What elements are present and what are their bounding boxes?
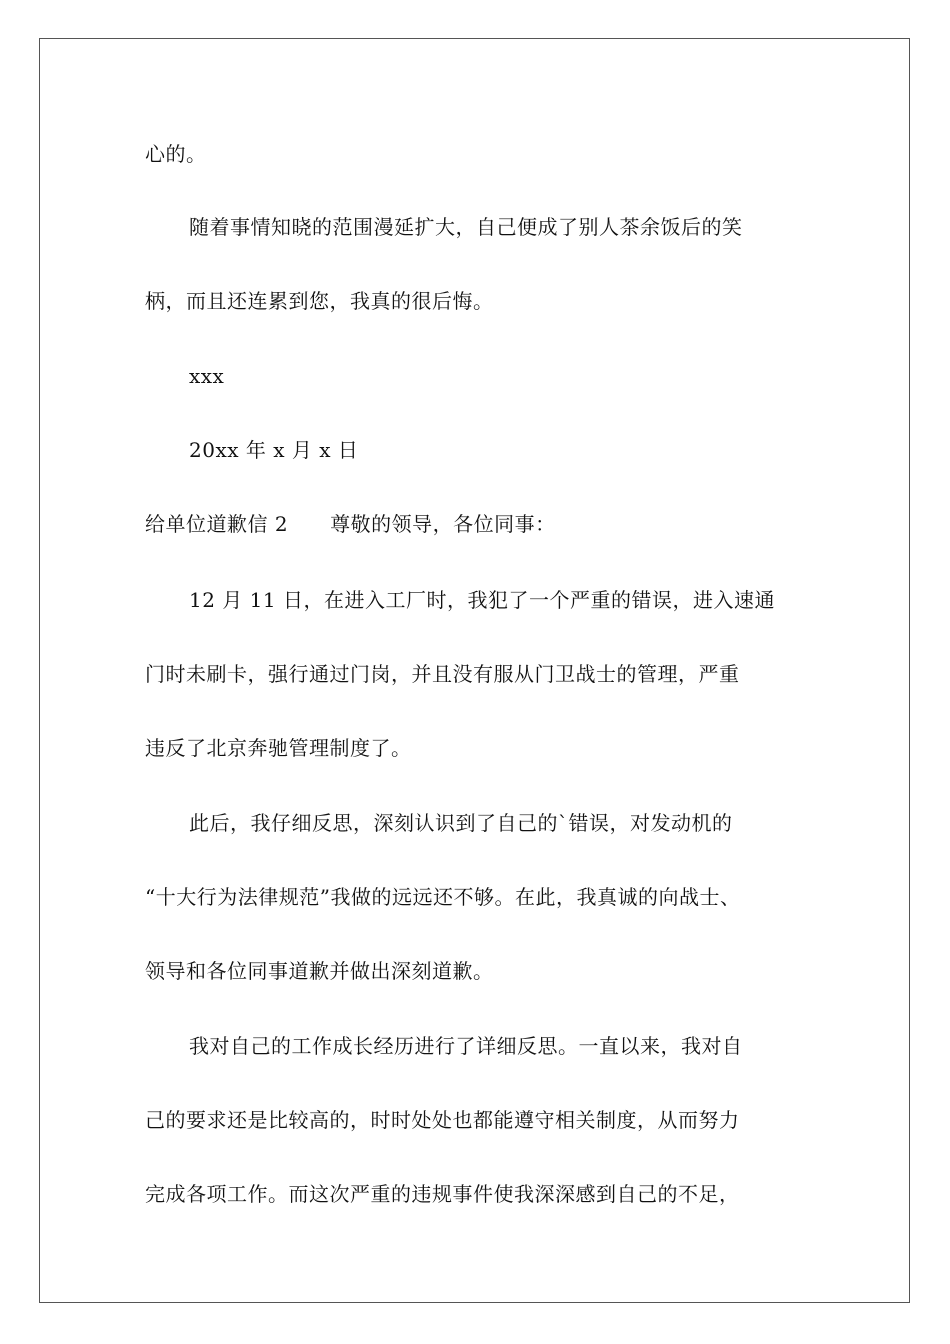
text-line: “十大行为法律规范”我做的远远还不够。在此，我真诚的向战士、	[145, 885, 741, 909]
paragraph-line: 我对自己的工作成长经历进行了详细反思。一直以来，我对自	[189, 1034, 743, 1058]
text-line: 己的要求还是比较高的，时时处处也都能遵守相关制度，从而努力	[145, 1108, 740, 1132]
paragraph-line: 随着事情知晓的范围漫延扩大，自己便成了别人茶余饭后的笑	[189, 215, 743, 239]
text-line: 领导和各位同事道歉并做出深刻道歉。	[145, 959, 494, 983]
signature-name: xxx	[189, 364, 225, 388]
paragraph-line: 12 月 11 日，在进入工厂时，我犯了一个严重的错误，进入速通	[189, 588, 775, 612]
text-line: 门时未刷卡，强行通过门岗，并且没有服从门卫战士的管理，严重	[145, 662, 740, 686]
paragraph-line: 此后，我仔细反思，深刻认识到了自己的`错误，对发动机的	[189, 811, 733, 835]
letter-heading-line	[145, 510, 556, 538]
signature-date: 20xx 年 x 月 x 日	[189, 438, 359, 462]
text-line: 柄，而且还连累到您，我真的很后悔。	[145, 289, 494, 313]
text-line: 违反了北京奔驰管理制度了。	[145, 736, 412, 760]
text-line: 心的。	[145, 142, 207, 166]
text-line: 完成各项工作。而这次严重的违规事件使我深深感到自己的不足，	[145, 1182, 740, 1206]
letter-title: 给单位道歉信 2	[145, 512, 289, 536]
letter-salutation: 尊敬的领导，各位同事：	[330, 512, 556, 536]
